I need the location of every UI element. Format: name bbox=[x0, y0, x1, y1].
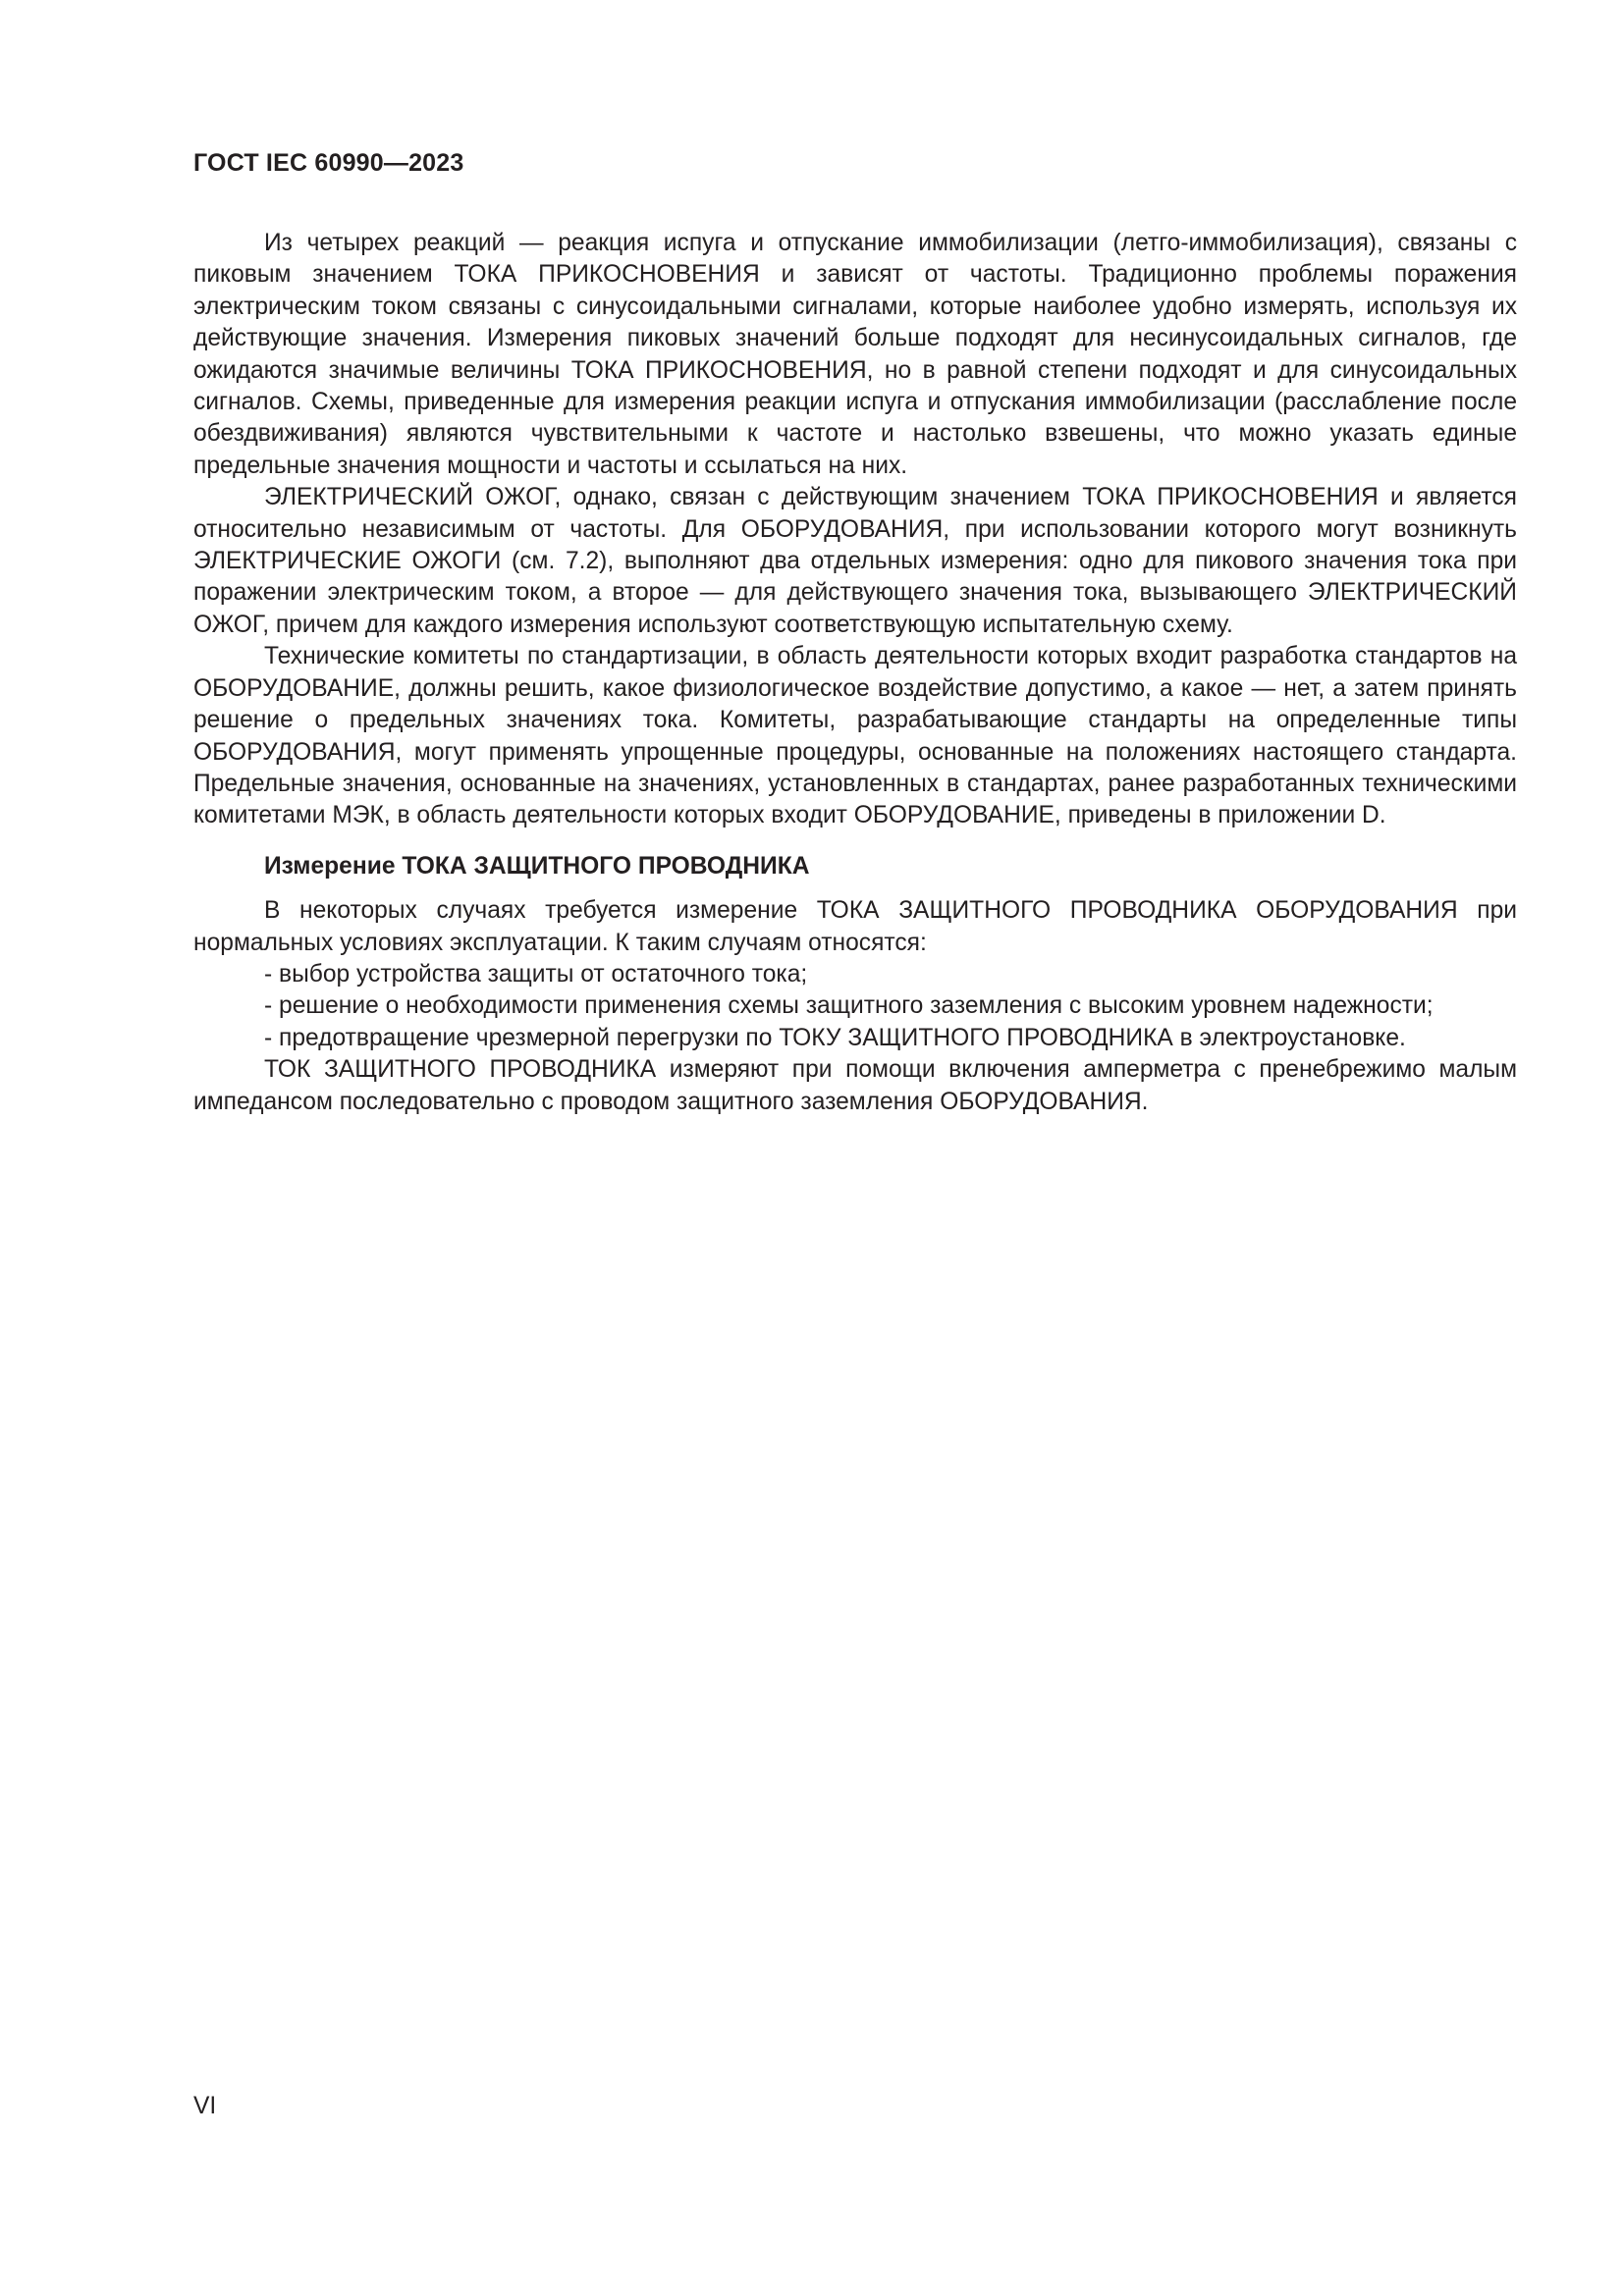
section-intro: В некоторых случаях требуется измерение ТОКА ЗАЩИТНОГО ПРОВОДНИКА ОБОРУДОВАНИЯ при нормальных условиях эксплуатации. К таким случаям относятся: bbox=[193, 897, 1517, 956]
paragraph-electric-burn: ЭЛЕКТРИЧЕСКИЙ ОЖОГ, однако, связан с действующим значением ТОКА ПРИКОСНОВЕНИЯ и является относительно независимым от частоты. Для ОБОРУДОВАНИЯ, при использовании которого могут возникнуть ЭЛЕКТРИЧЕСКИЕ ОЖОГИ (см. 7.2), выполняют два отдельных измерения: одно для пикового значения тока при поражении электрическим током, а второе — для действующего значения тока, вызывающего ЭЛЕКТРИЧЕСКИЙ ОЖОГ, причем для каждого измерения используют соответствующую испытательную схему. bbox=[193, 484, 1517, 638]
section-closing: ТОК ЗАЩИТНОГО ПРОВОДНИКА измеряют при помощи включения амперметра с пренебрежимо малым импедансом последовательно с проводом защитного заземления ОБОРУДОВАНИЯ. bbox=[193, 1056, 1517, 1115]
paragraph-frequency-reactions: Из четырех реакций — реакция испуга и отпускание иммобилизации (летго-иммобилизация), связаны с пиковым значением ТОКА ПРИКОСНОВЕНИЯ и зависят от частоты. Традиционно проблемы поражения электрическим током связаны с синусоидальными сигналами, которые наиболее удобно измерять, используя их действующие значения. Измерения пиковых значений больше подходят для несинусоидальных сигналов, где ожидаются значимые величины ТОКА ПРИКОСНОВЕНИЯ, но в равной степени подходят и для синусоидальных сигналов. Схемы, приведенные для измерения реакции испуга и отпускания иммобилизации (расслабление после обездвиживания) являются чувствительными к частоте и настолько взвешены, что можно указать единые предельные значения мощности и частоты и ссылаться на них. bbox=[193, 230, 1517, 479]
section-heading: Измерение ТОКА ЗАЩИТНОГО ПРОВОДНИКА bbox=[264, 852, 810, 880]
document-header: ГОСТ IEC 60990—2023 bbox=[193, 149, 464, 177]
list-item: - выбор устройства защиты от остаточного тока; bbox=[264, 960, 808, 988]
page-number: VI bbox=[193, 2093, 217, 2119]
list-item: - решение о необходимости применения схемы защитного заземления с высоким уровнем надежности; bbox=[264, 992, 1434, 1020]
cases-list bbox=[193, 959, 1517, 1054]
list-item: - предотвращение чрезмерной перегрузки по ТОКУ ЗАЩИТНОГО ПРОВОДНИКА в электроустановке. bbox=[264, 1024, 1406, 1051]
paragraph-technical-committees: Технические комитеты по стандартизации, в область деятельности которых входит разработка стандартов на ОБОРУДОВАНИЕ, должны решить, какое физиологическое воздействие допустимо, а какое — нет, а затем принять решение о предельных значениях тока. Комитеты, разрабатывающие стандарты на определенные типы ОБОРУДОВАНИЯ, могут применять упрощенные процедуры, основанные на положениях настоящего стандарта. Предельные значения, основанные на значениях, установленных в стандартах, ранее разработанных техническими комитетами МЭК, в область деятельности которых входит ОБОРУДОВАНИЕ, приведены в приложении D. bbox=[193, 643, 1517, 829]
page-body bbox=[193, 228, 1517, 1118]
